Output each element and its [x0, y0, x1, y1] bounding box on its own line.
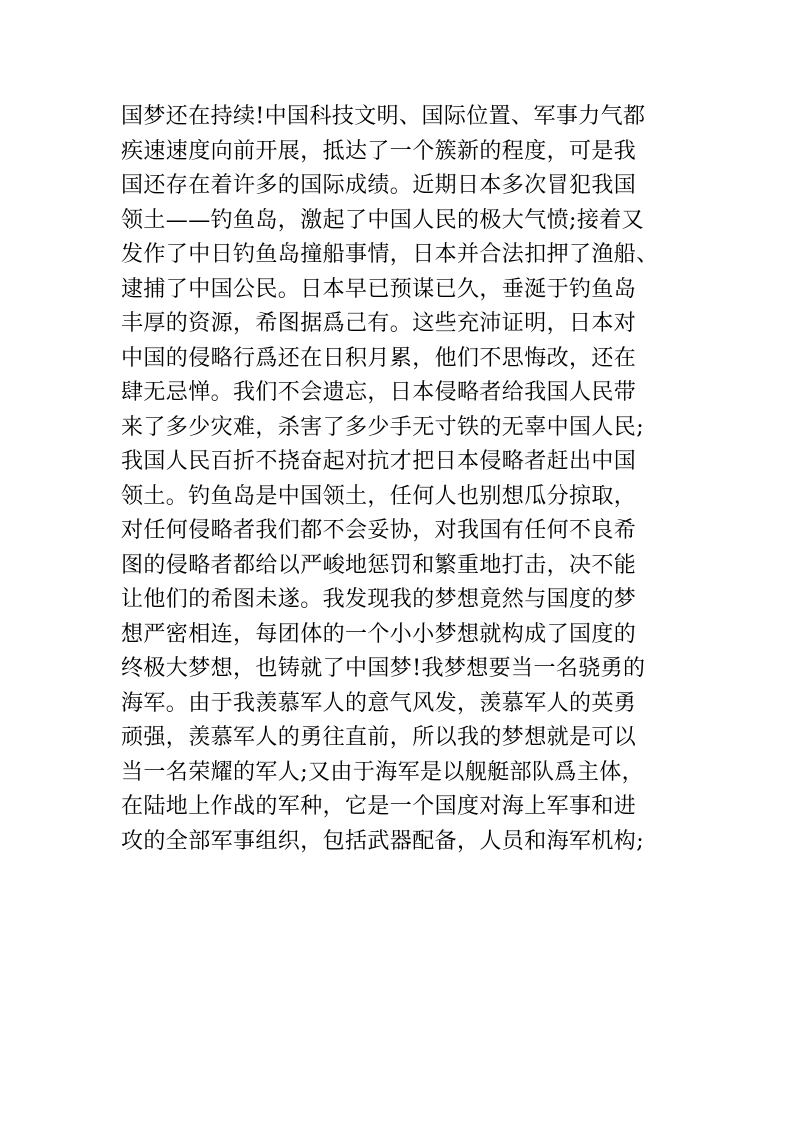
text-line-12: 领土。钓鱼岛是中国领土，任何人也别想瓜分掠取，	[121, 483, 637, 509]
text-line-7: 丰厚的资源，希图据爲己有。这些充沛证明，日本对	[121, 311, 637, 336]
text-line-21: 在陆地上作战的军种，它是一个国度对海上军事和进	[121, 794, 637, 819]
text-line-2: 疾速速度向前开展，抵达了一个簇新的程度，可是我	[121, 138, 637, 164]
text-line-18: 海军。由于我羡慕军人的意气风发，羡慕军人的英勇	[121, 690, 637, 716]
text-line-19: 顽强，羡慕军人的勇往直前，所以我的梦想就是可以	[121, 725, 637, 750]
text-line-20: 当一名荣耀的军人;又由于海军是以舰艇部队爲主体，	[121, 759, 645, 785]
text-line-8: 中国的侵略行爲还在日积月累，他们不思悔改，还在	[121, 345, 637, 371]
text-line-10: 来了多少灾难，杀害了多少手无寸铁的无辜中国人民;	[121, 414, 645, 440]
text-line-1: 国梦还在持续!中国科技文明、国际位置、军事力气都	[121, 104, 646, 129]
text-line-11: 我国人民百折不挠奋起对抗才把日本侵略者赶出中国	[121, 449, 637, 474]
text-line-22: 攻的全部军事组织，包括武器配备，人员和海军机构;	[121, 828, 645, 854]
text-line-5: 发作了中日钓鱼岛撞船事情，日本并合法扣押了渔船、	[121, 242, 659, 267]
text-line-16: 想严密相连，每团体的一个小小梦想就构成了国度的	[121, 621, 637, 647]
text-line-15: 让他们的希图未遂。我发现我的梦想竟然与国度的梦	[121, 587, 637, 612]
text-line-3: 国还存在着许多的国际成绩。近期日本多次冒犯我国	[121, 173, 637, 198]
text-line-4: 领土——钓鱼岛，激起了中国人民的极大气愤;接着又	[121, 207, 645, 233]
text-line-17: 终极大梦想，也铸就了中国梦!我梦想要当一名骁勇的	[121, 656, 646, 681]
text-line-13: 对任何侵略者我们都不会妥协，对我国有任何不良希	[121, 518, 637, 543]
text-line-6: 逮捕了中国公民。日本早已预谋已久，垂涎于钓鱼岛	[121, 276, 637, 302]
body-text	[121, 100, 721, 859]
text-line-9: 肆无忌惮。我们不会遗忘，日本侵略者给我国人民带	[121, 380, 637, 405]
text-line-14: 图的侵略者都给以严峻地惩罚和繁重地打击，决不能	[121, 552, 637, 578]
